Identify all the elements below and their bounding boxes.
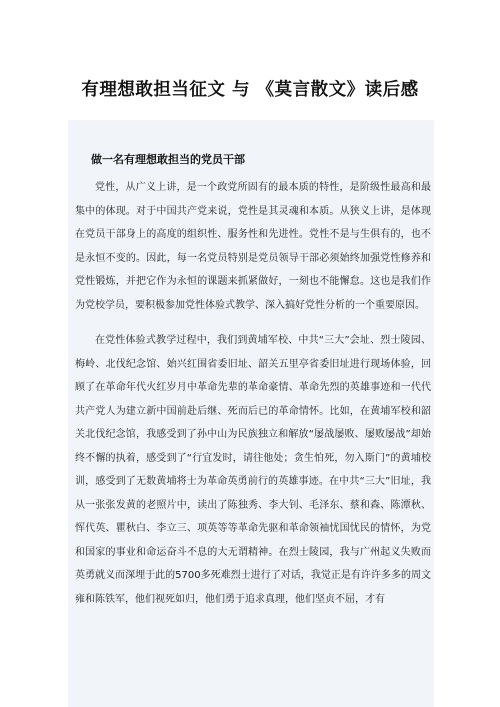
paragraph-2: 在党性体验式教学过程中，我们到黄埔军校、中共“三大”会址、烈士陵园、梅岭、北伐纪念馆、始兴红围省委旧址、韶关五里亭省委旧址进行现场体验，回顾了在革命年代火红岁月中革命先辈的革命豪情、革命先烈的英雄事迹和一代代共产党人为建立新中国前赴后继、死而后已的革命情怀。比如，在黄埔军校和韶关北伐纪念馆，我感受到了孙中山为民族独立和解放“屡战屡败、屡败屡战”却始终不懈的执着，感受到了“行宜发时，请往他处；贪生怕死，勿入斯门”的黄埔校训，感受到了无数黄埔将士为革命英勇前行的英雄事迹。在中共“三大”旧址，我从一张张发黄的老照片中，读出了陈独秀、李大钊、毛泽东、蔡和森、陈潭秋、恽代英、瞿秋白、李立三、项英等等革命先驱和革命领袖忧国忧民的情怀，为党和国家的事业和命运奋斗不息的大无谓精神。在烈士陵园，我与广州起义失败而英勇就义而深埋于此的5700多死难烈士进行了对话，我觉正是有许许多多的周文雍和陈铁军，他们视死如归，他们勇于追求真理，他们坚贞不屈，才有 <box>75 335 431 605</box>
section-heading: 做一名有理想敢担当的党员干部 <box>91 153 245 166</box>
paragraph-1: 党性，从广义上讲，是一个政党所固有的最本质的特性，是阶级性最高和最集中的体现。对于中国共产党来说，党性是其灵魂和本质。从狭义上讲，是体现在党员干部身上的高度的组织性、服务性和先进性。党性不是与生俱有的，也不是永恒不变的。因此，每一名党员特别是党员领导干部必须始终加强党性修养和党性锻炼，并把它作为永恒的课题来抓紧做好，一刻也不能懈怠。这也是我们作为党校学员，要积极参加党性体验式教学、深入搞好党性分析的一个重要原因。 <box>75 182 431 311</box>
document-title: 有理想敢担当征文 与 《莫言散文》读后感 <box>81 80 419 100</box>
